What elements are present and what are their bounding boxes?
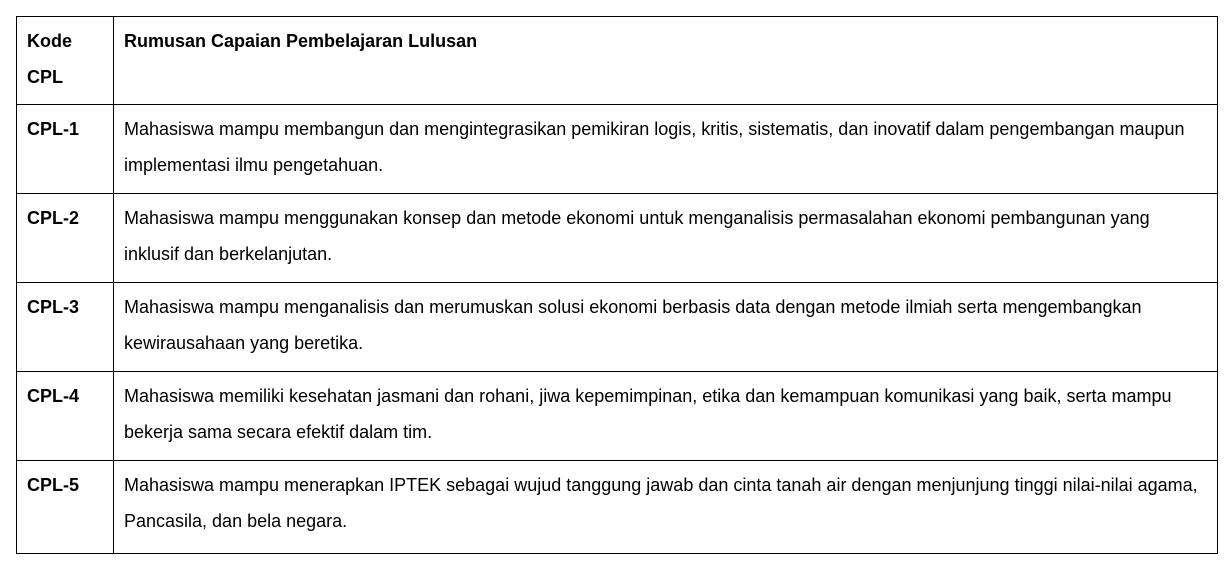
table-row xyxy=(17,194,1218,283)
table-row xyxy=(17,372,1218,461)
row-code: CPL-3 xyxy=(17,283,114,372)
row-code: CPL-1 xyxy=(17,105,114,194)
table-row xyxy=(17,461,1218,554)
row-code: CPL-4 xyxy=(17,372,114,461)
row-code: CPL-5 xyxy=(17,461,114,554)
header-description: Rumusan Capaian Pembelajaran Lulusan xyxy=(114,17,1218,105)
row-description: Mahasiswa mampu membangun dan mengintegrasikan pemikiran logis, kritis, sistematis, dan inovatif dalam pengembangan maupun implementasi ilmu pengetahuan. xyxy=(114,105,1218,194)
row-description: Mahasiswa mampu menganalisis dan merumuskan solusi ekonomi berbasis data dengan metode ilmiah serta mengembangkan kewirausahaan yang beretika. xyxy=(114,283,1218,372)
cpl-table xyxy=(16,16,1218,554)
header-code: Kode CPL xyxy=(17,17,114,105)
row-description: Mahasiswa mampu menerapkan IPTEK sebagai wujud tanggung jawab dan cinta tanah air dengan menjunjung tinggi nilai-nilai agama, Pancasila, dan bela negara. xyxy=(114,461,1218,554)
row-description: Mahasiswa mampu menggunakan konsep dan metode ekonomi untuk menganalisis permasalahan ekonomi pembangunan yang inklusif dan berkelanjutan. xyxy=(114,194,1218,283)
row-description: Mahasiswa memiliki kesehatan jasmani dan rohani, jiwa kepemimpinan, etika dan kemampuan komunikasi yang baik, serta mampu bekerja sama secara efektif dalam tim. xyxy=(114,372,1218,461)
table-row xyxy=(17,283,1218,372)
table-row xyxy=(17,105,1218,194)
row-code: CPL-2 xyxy=(17,194,114,283)
table-header-row xyxy=(17,17,1218,105)
